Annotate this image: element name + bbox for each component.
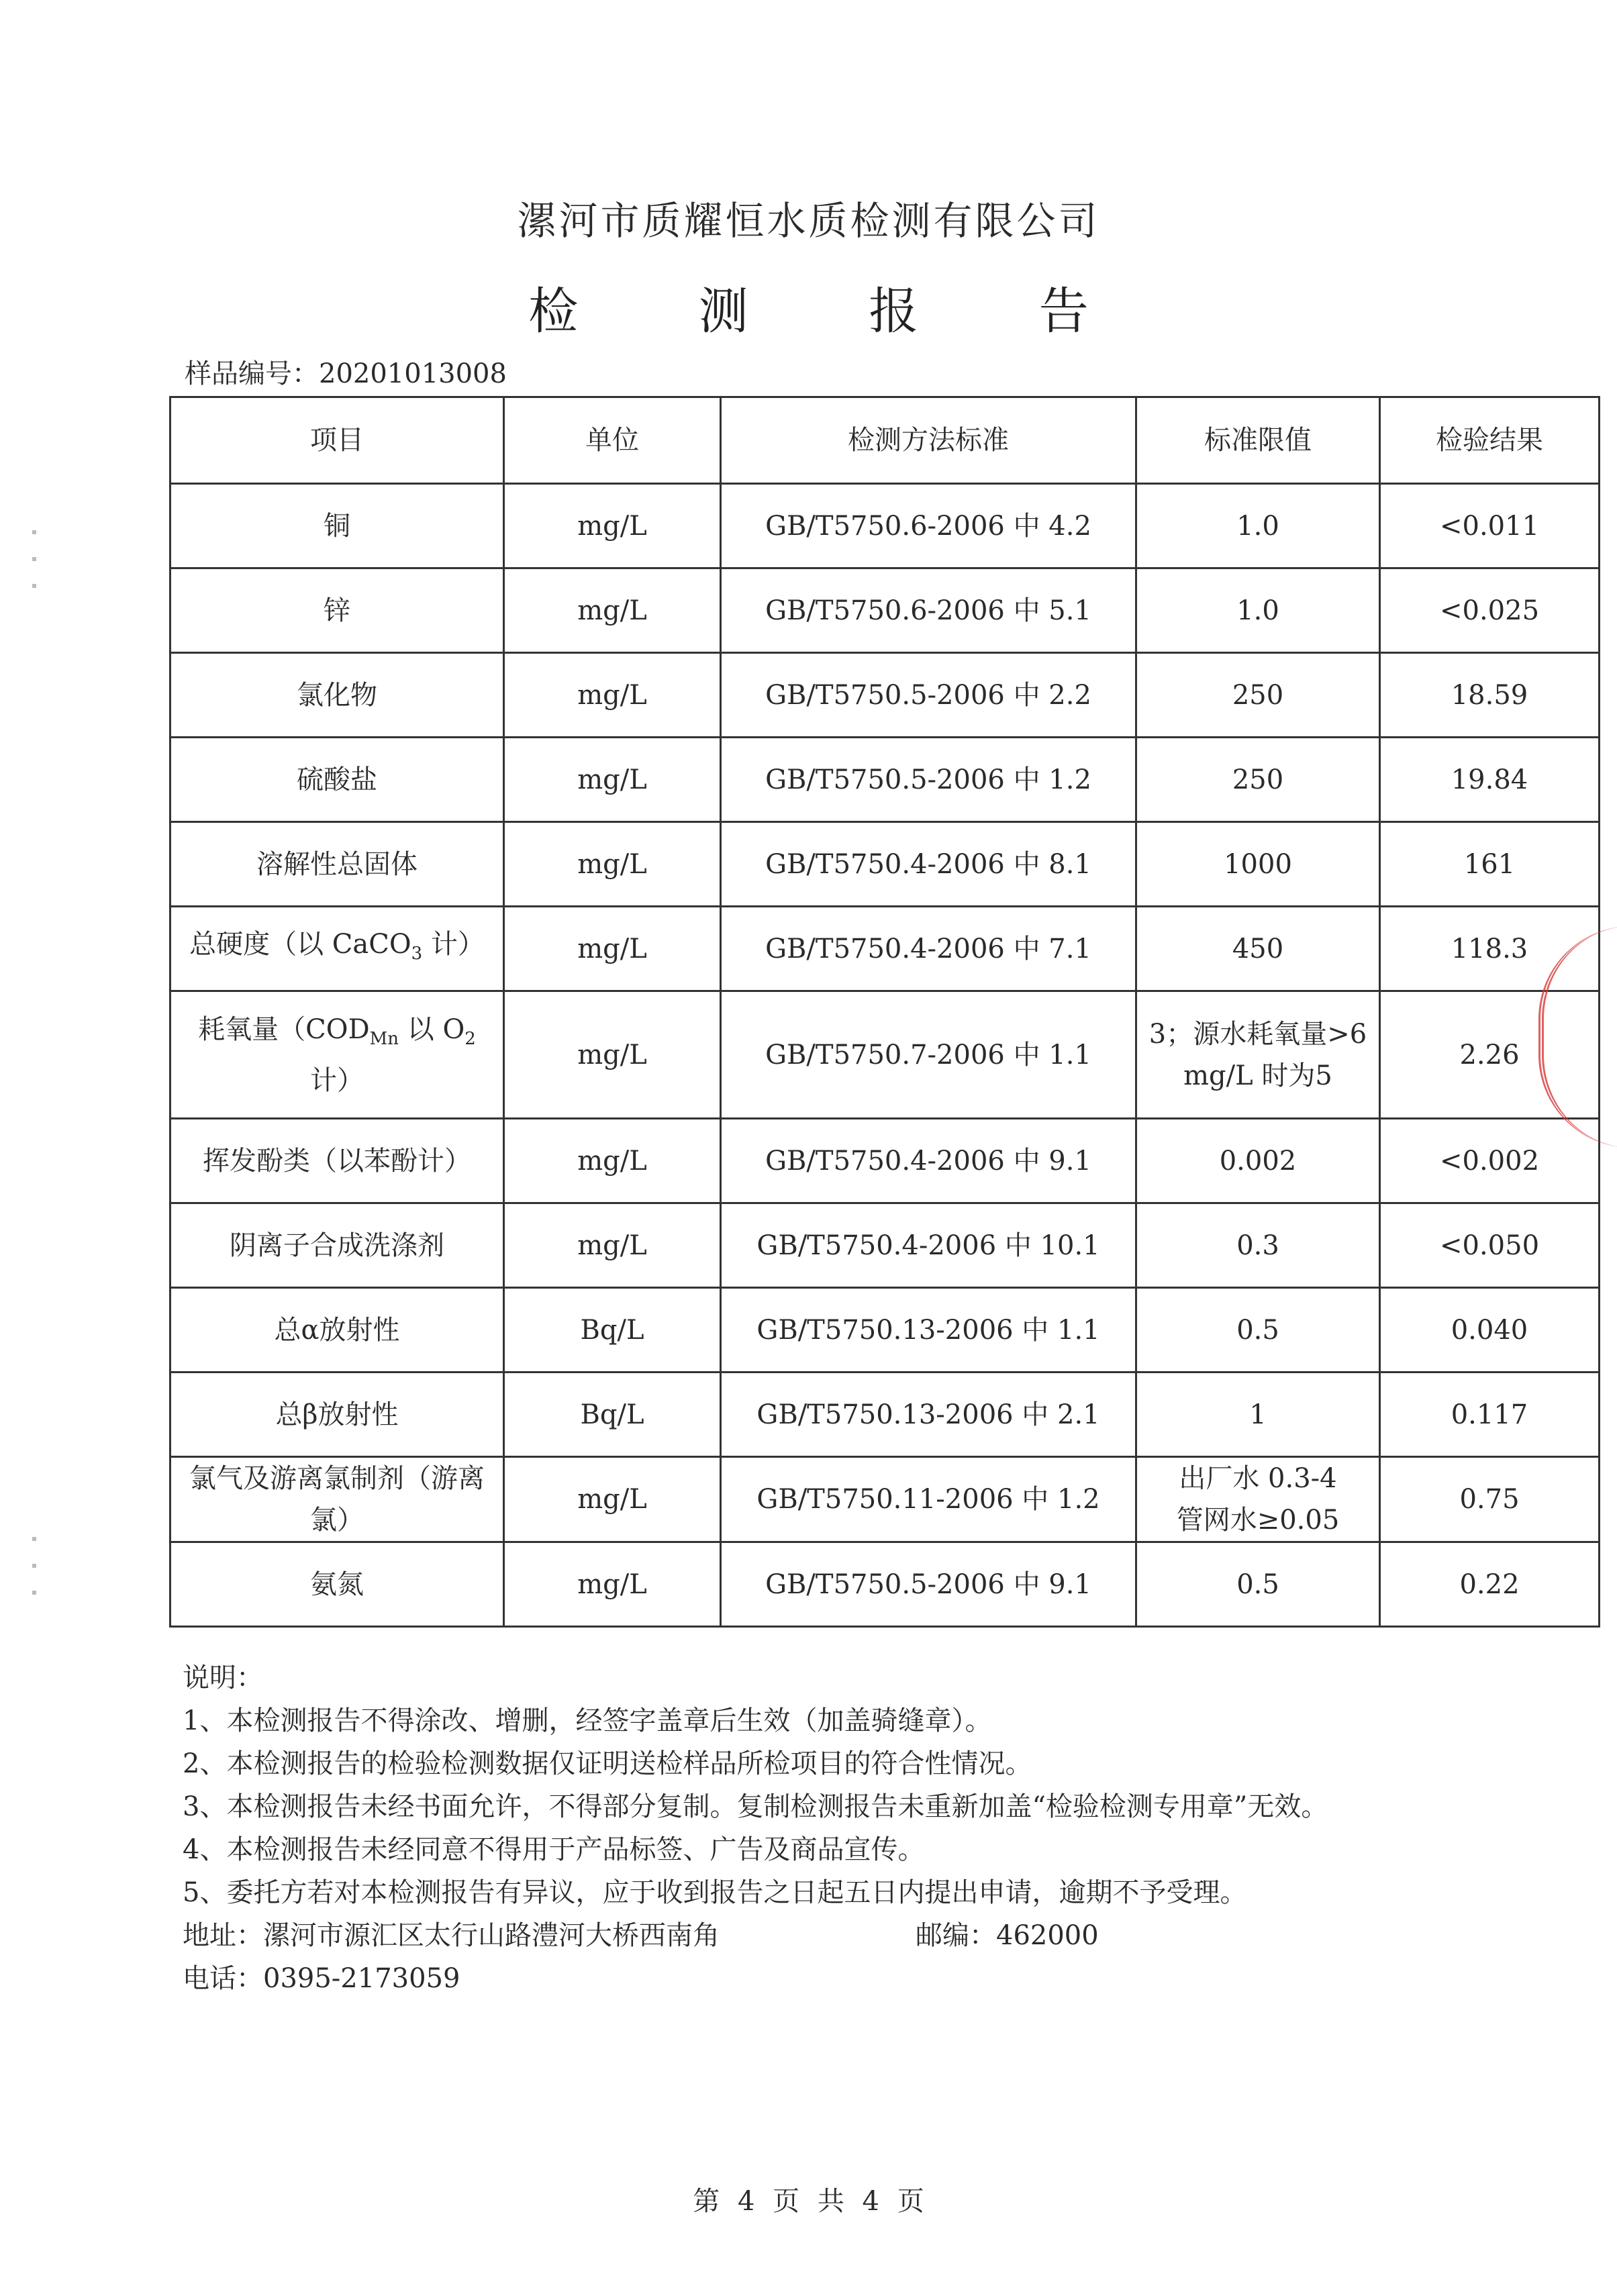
item-text: 计） — [310, 1064, 364, 1096]
cell-limit: 0.5 — [1136, 1542, 1380, 1627]
note-item: 5、委托方若对本检测报告有异议，应于收到报告之日起五日内提出申请，逾期不予受理。 — [183, 1877, 1247, 1908]
cell-item: 氯化物 — [170, 653, 504, 738]
table-row — [170, 907, 1600, 991]
cell-method: GB/T5750.6-2006 中 4.2 — [721, 484, 1136, 568]
cell-item: 挥发酚类（以苯酚计） — [170, 1119, 504, 1203]
cell-item — [170, 907, 504, 991]
cell-item: 锌 — [170, 568, 504, 653]
cell-result: 0.75 — [1380, 1457, 1600, 1542]
limit-line: 管网水≥0.05 — [1176, 1505, 1340, 1536]
cell-limit: 0.3 — [1136, 1203, 1380, 1288]
cell-item: 氨氮 — [170, 1542, 504, 1627]
table-row — [170, 1203, 1600, 1288]
cell-result: 0.117 — [1380, 1372, 1600, 1457]
cell-method: GB/T5750.6-2006 中 5.1 — [721, 568, 1136, 653]
cell-item: 总α放射性 — [170, 1288, 504, 1372]
header-result: 检验结果 — [1380, 397, 1600, 484]
cell-unit: mg/L — [504, 1119, 721, 1203]
cell-method: GB/T5750.4-2006 中 10.1 — [721, 1203, 1136, 1288]
limit-line: 出厂水 0.3-4 — [1179, 1463, 1337, 1494]
page-number: 第 4 页 共 4 页 — [693, 2186, 924, 2217]
cell-item: 阴离子合成洗涤剂 — [170, 1203, 504, 1288]
item-text: 耗氧量（COD — [198, 1013, 370, 1045]
cell-item: 总β放射性 — [170, 1372, 504, 1457]
cell-unit: mg/L — [504, 1203, 721, 1288]
cell-limit: 1000 — [1136, 822, 1380, 907]
table-row — [170, 1457, 1600, 1542]
report-title: 检 测 报 告 — [528, 283, 1141, 340]
item-text: 总硬度（以 CaCO — [189, 928, 411, 960]
cell-unit: mg/L — [504, 484, 721, 568]
header-limit: 标准限值 — [1136, 397, 1380, 484]
cell-limit: 0.5 — [1136, 1288, 1380, 1372]
subscript: Mn — [369, 1028, 399, 1049]
cell-unit: mg/L — [504, 738, 721, 822]
note-item: 3、本检测报告未经书面允许，不得部分复制。复制检测报告未重新加盖“检验检测专用章”无效。 — [183, 1791, 1328, 1822]
cell-item: 溶解性总固体 — [170, 822, 504, 907]
cell-unit: mg/L — [504, 1457, 721, 1542]
cell-item: 硫酸盐 — [170, 738, 504, 822]
cell-result: 161 — [1380, 822, 1600, 907]
cell-unit: mg/L — [504, 991, 721, 1119]
header-item: 项目 — [170, 397, 504, 484]
cell-result: 2.26 — [1380, 991, 1600, 1119]
cell-result: 19.84 — [1380, 738, 1600, 822]
table-row — [170, 568, 1600, 653]
notes-section — [183, 1656, 1491, 2000]
cell-method: GB/T5750.5-2006 中 1.2 — [721, 738, 1136, 822]
cell-unit: Bq/L — [504, 1288, 721, 1372]
cell-item: 氯气及游离氯制剂（游离氯） — [170, 1457, 504, 1542]
cell-method: GB/T5750.7-2006 中 1.1 — [721, 991, 1136, 1119]
cell-method: GB/T5750.4-2006 中 7.1 — [721, 907, 1136, 991]
cell-method: GB/T5750.13-2006 中 2.1 — [721, 1372, 1136, 1457]
cell-unit: mg/L — [504, 568, 721, 653]
notes-heading: 说明： — [183, 1662, 263, 1693]
table-row — [170, 484, 1600, 568]
cell-method: GB/T5750.11-2006 中 1.2 — [721, 1457, 1136, 1542]
scan-mark — [32, 1564, 36, 1568]
table-row — [170, 822, 1600, 907]
subscript: 3 — [411, 943, 423, 964]
scan-mark — [32, 584, 36, 588]
table-row — [170, 653, 1600, 738]
address: 地址：漯河市源汇区太行山路澧河大桥西南角 — [183, 1920, 720, 1951]
scan-mark — [32, 530, 36, 534]
cell-unit: Bq/L — [504, 1372, 721, 1457]
header-method: 检测方法标准 — [721, 397, 1136, 484]
item-text: 计） — [422, 928, 485, 960]
cell-unit: mg/L — [504, 653, 721, 738]
cell-limit — [1136, 1457, 1380, 1542]
cell-method: GB/T5750.13-2006 中 1.1 — [721, 1288, 1136, 1372]
company-name: 漯河市质耀恒水质检测有限公司 — [517, 198, 1100, 244]
cell-result: <0.011 — [1380, 484, 1600, 568]
subscript: 2 — [464, 1028, 476, 1049]
postcode: 邮编：462000 — [916, 1920, 1099, 1951]
scan-mark — [32, 1537, 36, 1541]
table-row — [170, 1372, 1600, 1457]
cell-limit: 1.0 — [1136, 568, 1380, 653]
cell-result: 0.040 — [1380, 1288, 1600, 1372]
table-header-row — [170, 397, 1600, 484]
cell-result: 18.59 — [1380, 653, 1600, 738]
table-row — [170, 1288, 1600, 1372]
cell-result: 118.3 — [1380, 907, 1600, 991]
cell-item: 铜 — [170, 484, 504, 568]
cell-method: GB/T5750.5-2006 中 2.2 — [721, 653, 1136, 738]
cell-result: <0.002 — [1380, 1119, 1600, 1203]
table-row — [170, 738, 1600, 822]
cell-limit: 250 — [1136, 653, 1380, 738]
results-table — [169, 396, 1600, 1628]
note-item: 1、本检测报告不得涂改、增删，经签字盖章后生效（加盖骑缝章）。 — [183, 1705, 992, 1736]
cell-limit: 450 — [1136, 907, 1380, 991]
table-row — [170, 1542, 1600, 1627]
cell-unit: mg/L — [504, 1542, 721, 1627]
cell-limit: 1.0 — [1136, 484, 1380, 568]
cell-limit: 1 — [1136, 1372, 1380, 1457]
item-text: 以 O — [399, 1013, 465, 1045]
cell-limit: 0.002 — [1136, 1119, 1380, 1203]
cell-method: GB/T5750.4-2006 中 9.1 — [721, 1119, 1136, 1203]
table-row — [170, 991, 1600, 1119]
cell-unit: mg/L — [504, 907, 721, 991]
cell-limit: 250 — [1136, 738, 1380, 822]
cell-result: <0.050 — [1380, 1203, 1600, 1288]
cell-unit: mg/L — [504, 822, 721, 907]
scan-mark — [32, 1591, 36, 1595]
phone: 电话：0395-2173059 — [183, 1963, 460, 1994]
cell-method: GB/T5750.5-2006 中 9.1 — [721, 1542, 1136, 1627]
note-item: 4、本检测报告未经同意不得用于产品标签、广告及商品宣传。 — [183, 1834, 925, 1865]
table-row — [170, 1119, 1600, 1203]
header-unit: 单位 — [504, 397, 721, 484]
cell-item — [170, 991, 504, 1119]
cell-result: 0.22 — [1380, 1542, 1600, 1627]
scan-mark — [32, 557, 36, 561]
sample-number: 样品编号：20201013008 — [185, 358, 507, 389]
cell-limit: 3；源水耗氧量>6 mg/L 时为5 — [1136, 991, 1380, 1119]
note-item: 2、本检测报告的检验检测数据仅证明送检样品所检项目的符合性情况。 — [183, 1748, 1032, 1779]
cell-method: GB/T5750.4-2006 中 8.1 — [721, 822, 1136, 907]
cell-result: <0.025 — [1380, 568, 1600, 653]
table-body — [170, 484, 1600, 1627]
address-row — [183, 1914, 1491, 1957]
